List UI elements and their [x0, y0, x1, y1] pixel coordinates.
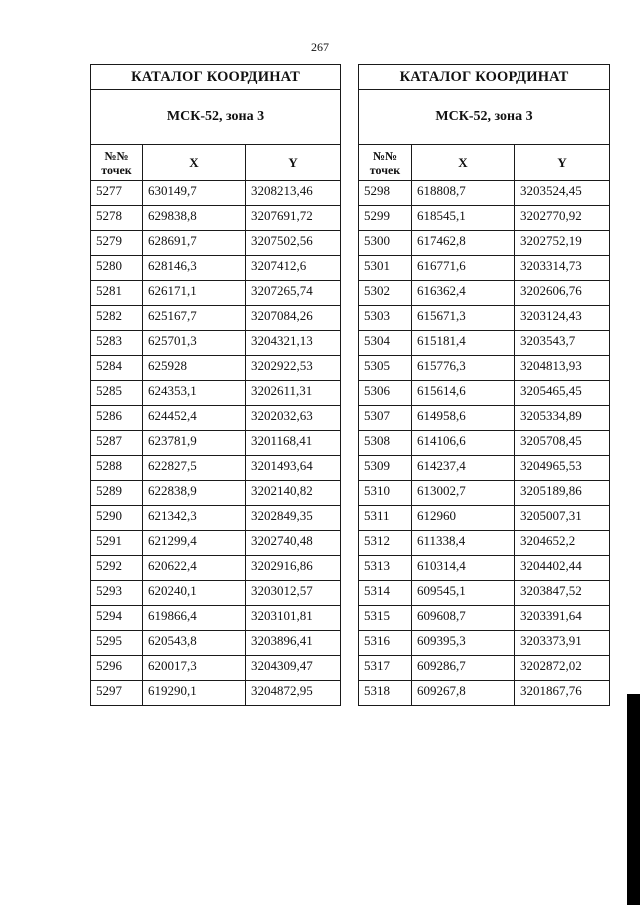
table-row [359, 481, 610, 506]
table-row [359, 581, 610, 606]
x-coordinate-cell: 621299,4 [143, 531, 246, 556]
table-row [359, 556, 610, 581]
point-number-cell: 5290 [91, 506, 143, 531]
x-coordinate-cell: 614958,6 [412, 406, 515, 431]
table-row [91, 531, 341, 556]
y-header: Y [515, 145, 610, 181]
table-row [359, 456, 610, 481]
table-row [359, 356, 610, 381]
x-coordinate-cell: 616362,4 [412, 281, 515, 306]
y-coordinate-cell: 3202740,48 [246, 531, 341, 556]
x-coordinate-cell: 611338,4 [412, 531, 515, 556]
table-row [91, 406, 341, 431]
y-coordinate-cell: 3204813,93 [515, 356, 610, 381]
point-number-cell: 5297 [91, 681, 143, 706]
y-coordinate-cell: 3205708,45 [515, 431, 610, 456]
point-number-cell: 5309 [359, 456, 412, 481]
x-coordinate-cell: 622827,5 [143, 456, 246, 481]
point-number-cell: 5296 [91, 656, 143, 681]
y-coordinate-cell: 3205334,89 [515, 406, 610, 431]
x-coordinate-cell: 623781,9 [143, 431, 246, 456]
x-coordinate-cell: 618808,7 [412, 181, 515, 206]
table-row [91, 556, 341, 581]
point-number-cell: 5304 [359, 331, 412, 356]
y-coordinate-cell: 3204402,44 [515, 556, 610, 581]
table-row [359, 631, 610, 656]
table-row [91, 281, 341, 306]
y-coordinate-cell: 3203124,43 [515, 306, 610, 331]
point-number-cell: 5292 [91, 556, 143, 581]
catalog-title: КАТАЛОГ КООРДИНАТ [359, 65, 610, 90]
point-number-cell: 5280 [91, 256, 143, 281]
y-coordinate-cell: 3205007,31 [515, 506, 610, 531]
x-coordinate-cell: 620017,3 [143, 656, 246, 681]
point-number-cell: 5295 [91, 631, 143, 656]
point-number-cell: 5308 [359, 431, 412, 456]
coordinate-system: МСК-52, зона 3 [91, 90, 341, 145]
point-number-cell: 5294 [91, 606, 143, 631]
point-number-cell: 5298 [359, 181, 412, 206]
y-coordinate-cell: 3205189,86 [515, 481, 610, 506]
x-coordinate-cell: 619290,1 [143, 681, 246, 706]
y-coordinate-cell: 3203101,81 [246, 606, 341, 631]
coordinate-catalog-right [358, 64, 610, 706]
point-number-cell: 5302 [359, 281, 412, 306]
y-coordinate-cell: 3204965,53 [515, 456, 610, 481]
table-row [359, 306, 610, 331]
y-coordinate-cell: 3204652,2 [515, 531, 610, 556]
table-row [91, 481, 341, 506]
point-number-cell: 5303 [359, 306, 412, 331]
table-row [91, 506, 341, 531]
table-row [359, 656, 610, 681]
y-coordinate-cell: 3207084,26 [246, 306, 341, 331]
y-header: Y [246, 145, 341, 181]
y-coordinate-cell: 3207412,6 [246, 256, 341, 281]
x-header: X [412, 145, 515, 181]
point-number-header: №№ точек [359, 145, 412, 181]
x-coordinate-cell: 615614,6 [412, 381, 515, 406]
x-coordinate-cell: 628691,7 [143, 231, 246, 256]
point-number-cell: 5313 [359, 556, 412, 581]
table-row [91, 681, 341, 706]
table-row [91, 631, 341, 656]
point-number-cell: 5301 [359, 256, 412, 281]
y-coordinate-cell: 3202770,92 [515, 206, 610, 231]
table-row [359, 181, 610, 206]
table-row [91, 381, 341, 406]
point-number-cell: 5291 [91, 531, 143, 556]
y-coordinate-cell: 3202922,53 [246, 356, 341, 381]
point-number-cell: 5300 [359, 231, 412, 256]
y-coordinate-cell: 3204321,13 [246, 331, 341, 356]
point-number-cell: 5306 [359, 381, 412, 406]
x-coordinate-cell: 614106,6 [412, 431, 515, 456]
table-row [91, 331, 341, 356]
table-row [91, 231, 341, 256]
coordinate-system: МСК-52, зона 3 [359, 90, 610, 145]
table-row [91, 356, 341, 381]
point-number-cell: 5315 [359, 606, 412, 631]
y-coordinate-cell: 3201493,64 [246, 456, 341, 481]
table-row [359, 681, 610, 706]
y-coordinate-cell: 3203391,64 [515, 606, 610, 631]
x-coordinate-cell: 613002,7 [412, 481, 515, 506]
y-coordinate-cell: 3203543,7 [515, 331, 610, 356]
point-number-cell: 5284 [91, 356, 143, 381]
y-coordinate-cell: 3208213,46 [246, 181, 341, 206]
x-coordinate-cell: 616771,6 [412, 256, 515, 281]
y-coordinate-cell: 3203524,45 [515, 181, 610, 206]
y-coordinate-cell: 3207265,74 [246, 281, 341, 306]
x-coordinate-cell: 621342,3 [143, 506, 246, 531]
x-coordinate-cell: 615181,4 [412, 331, 515, 356]
table-row [91, 181, 341, 206]
x-coordinate-cell: 614237,4 [412, 456, 515, 481]
coordinate-catalog-left [90, 64, 341, 706]
point-number-cell: 5285 [91, 381, 143, 406]
x-coordinate-cell: 624452,4 [143, 406, 246, 431]
point-number-cell: 5317 [359, 656, 412, 681]
point-number-cell: 5288 [91, 456, 143, 481]
point-number-cell: 5282 [91, 306, 143, 331]
point-number-cell: 5286 [91, 406, 143, 431]
table-row [91, 581, 341, 606]
point-number-cell: 5283 [91, 331, 143, 356]
y-coordinate-cell: 3202849,35 [246, 506, 341, 531]
point-number-cell: 5307 [359, 406, 412, 431]
table-row [359, 231, 610, 256]
y-coordinate-cell: 3204872,95 [246, 681, 341, 706]
scan-edge-bar [627, 694, 640, 905]
x-coordinate-cell: 618545,1 [412, 206, 515, 231]
x-coordinate-cell: 615671,3 [412, 306, 515, 331]
x-coordinate-cell: 609267,8 [412, 681, 515, 706]
point-number-cell: 5312 [359, 531, 412, 556]
point-number-cell: 5305 [359, 356, 412, 381]
x-coordinate-cell: 609286,7 [412, 656, 515, 681]
y-coordinate-cell: 3204309,47 [246, 656, 341, 681]
table-row [359, 431, 610, 456]
table-row [359, 281, 610, 306]
x-coordinate-cell: 628146,3 [143, 256, 246, 281]
x-coordinate-cell: 609608,7 [412, 606, 515, 631]
y-coordinate-cell: 3202916,86 [246, 556, 341, 581]
point-number-cell: 5318 [359, 681, 412, 706]
x-coordinate-cell: 617462,8 [412, 231, 515, 256]
point-number-cell: 5277 [91, 181, 143, 206]
y-coordinate-cell: 3202611,31 [246, 381, 341, 406]
x-coordinate-cell: 609395,3 [412, 631, 515, 656]
point-number-cell: 5310 [359, 481, 412, 506]
y-coordinate-cell: 3202752,19 [515, 231, 610, 256]
x-coordinate-cell: 620240,1 [143, 581, 246, 606]
table-row [91, 606, 341, 631]
table-row [359, 506, 610, 531]
catalog-rows [91, 181, 341, 706]
table-row [359, 531, 610, 556]
x-coordinate-cell: 624353,1 [143, 381, 246, 406]
point-number-header: №№ точек [91, 145, 143, 181]
table-row [91, 306, 341, 331]
page-number: 267 [311, 40, 329, 54]
table-row [359, 331, 610, 356]
y-coordinate-cell: 3202032,63 [246, 406, 341, 431]
x-coordinate-cell: 610314,4 [412, 556, 515, 581]
y-coordinate-cell: 3203012,57 [246, 581, 341, 606]
y-coordinate-cell: 3201168,41 [246, 431, 341, 456]
table-row [91, 256, 341, 281]
table-row [91, 431, 341, 456]
point-number-cell: 5281 [91, 281, 143, 306]
x-coordinate-cell: 612960 [412, 506, 515, 531]
x-coordinate-cell: 620622,4 [143, 556, 246, 581]
x-header: X [143, 145, 246, 181]
point-number-cell: 5314 [359, 581, 412, 606]
table-row [359, 381, 610, 406]
catalog-title: КАТАЛОГ КООРДИНАТ [91, 65, 341, 90]
y-coordinate-cell: 3202872,02 [515, 656, 610, 681]
y-coordinate-cell: 3207691,72 [246, 206, 341, 231]
point-number-cell: 5311 [359, 506, 412, 531]
y-coordinate-cell: 3207502,56 [246, 231, 341, 256]
point-number-cell: 5279 [91, 231, 143, 256]
x-coordinate-cell: 619866,4 [143, 606, 246, 631]
point-number-cell: 5316 [359, 631, 412, 656]
point-number-cell: 5299 [359, 206, 412, 231]
y-coordinate-cell: 3203314,73 [515, 256, 610, 281]
y-coordinate-cell: 3201867,76 [515, 681, 610, 706]
table-row [91, 206, 341, 231]
x-coordinate-cell: 625928 [143, 356, 246, 381]
y-coordinate-cell: 3203373,91 [515, 631, 610, 656]
x-coordinate-cell: 620543,8 [143, 631, 246, 656]
x-coordinate-cell: 625701,3 [143, 331, 246, 356]
y-coordinate-cell: 3202606,76 [515, 281, 610, 306]
point-number-cell: 5287 [91, 431, 143, 456]
x-coordinate-cell: 609545,1 [412, 581, 515, 606]
x-coordinate-cell: 630149,7 [143, 181, 246, 206]
y-coordinate-cell: 3205465,45 [515, 381, 610, 406]
table-row [91, 656, 341, 681]
table-row [359, 206, 610, 231]
x-coordinate-cell: 626171,1 [143, 281, 246, 306]
point-number-cell: 5293 [91, 581, 143, 606]
table-row [91, 456, 341, 481]
y-coordinate-cell: 3203896,41 [246, 631, 341, 656]
point-number-cell: 5278 [91, 206, 143, 231]
point-number-cell: 5289 [91, 481, 143, 506]
x-coordinate-cell: 615776,3 [412, 356, 515, 381]
y-coordinate-cell: 3203847,52 [515, 581, 610, 606]
table-row [359, 256, 610, 281]
x-coordinate-cell: 625167,7 [143, 306, 246, 331]
x-coordinate-cell: 622838,9 [143, 481, 246, 506]
y-coordinate-cell: 3202140,82 [246, 481, 341, 506]
table-row [359, 606, 610, 631]
table-row [359, 406, 610, 431]
x-coordinate-cell: 629838,8 [143, 206, 246, 231]
catalog-rows [359, 181, 610, 706]
